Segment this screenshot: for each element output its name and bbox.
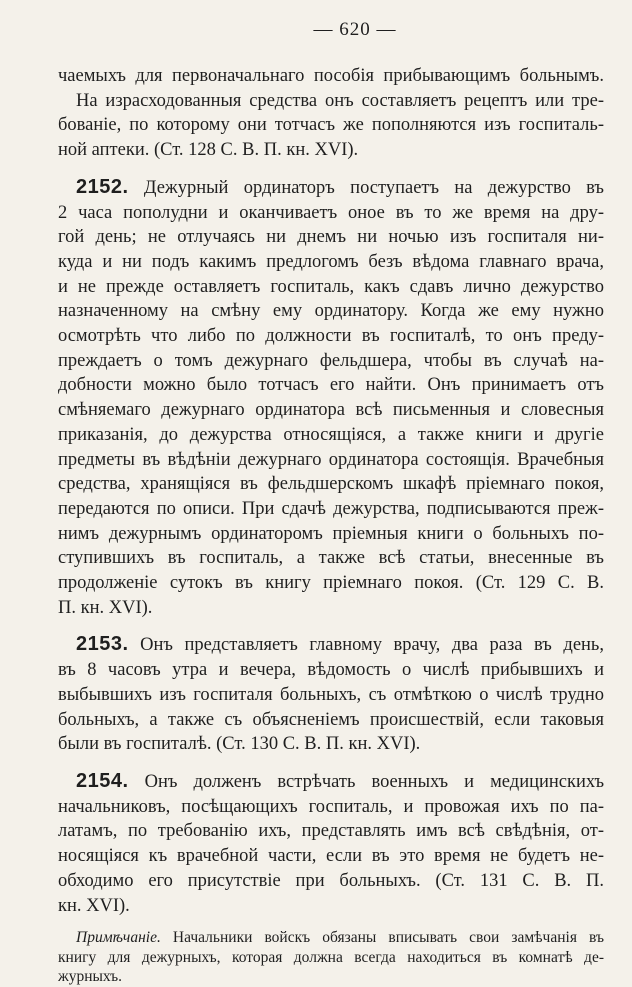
page-number: — 620 — [313, 19, 397, 40]
article-number: 2154. [76, 769, 129, 792]
text-line: и не прежде оставляетъ госпиталь, какъ сдавъ лично дежурство [58, 276, 604, 297]
text-line: чаемыхъ для первоначальнаго пособія прибывающимъ больнымъ. [58, 66, 604, 86]
text-line: добности можно было тотчасъ его найти. Онъ принимаетъ отъ [58, 375, 604, 396]
text-line: Начальники войскъ обязаны вписывать свои замѣчанія въ [172, 929, 604, 947]
page-body [58, 64, 604, 987]
footnote-label: Примѣчаніе. [76, 929, 161, 947]
text-line: журныхъ. [58, 968, 122, 986]
text-line: ступившихъ въ госпиталь, а также всѣ статьи, внесенные въ [58, 548, 604, 569]
text-line: гой день; не отлучаясь ни днемъ ни ночью изъ госпиталя ни- [58, 227, 604, 248]
text-line: осмотрѣть что либо по должности въ госпиталѣ, то онъ преду- [58, 326, 604, 347]
intro-paragraph [58, 64, 604, 163]
text-line: средства, хранящіяся въ фельдшерскомъ шкафѣ пріемнаго покоя, [58, 474, 604, 495]
text-line: Онъ долженъ встрѣчать военныхъ и медицинскихъ [144, 771, 604, 792]
text-line: На израсходованныя средства онъ составляетъ рецептъ или тре- [76, 90, 604, 111]
text-line: 2 часа пополудни и оканчиваетъ оное въ то же время на дру- [58, 202, 604, 223]
text-line: предметы въ вѣдѣніи дежурнаго ординатора состоящія. Врачебныя [58, 449, 604, 470]
text-line: смѣняемаго дежурнаго ординатора всѣ письменныя и словесныя [58, 400, 604, 421]
text-line: выбывшихъ изъ госпиталя больныхъ, съ отмѣткою о числѣ трудно [58, 684, 604, 705]
article-number: 2152. [76, 175, 129, 198]
text-line: передаются по описи. При сдачѣ дежурства, подписываются преж- [58, 498, 604, 519]
text-line: Онъ представляетъ главному врачу, два раза въ день, [140, 635, 604, 656]
text-line: П. кн. XVI). [58, 597, 153, 618]
text-line: кн. XVI). [58, 895, 130, 916]
article-2152 [58, 175, 604, 621]
text-line: въ 8 часовъ утра и вечера, вѣдомость о числѣ прибывшихъ и [58, 660, 604, 681]
footnote [58, 928, 604, 987]
article-2154 [58, 769, 604, 918]
text-line: куда и ни подъ какимъ предлогомъ безъ вѣдома главнаго врача, [58, 251, 604, 272]
text-line: начальниковъ, посѣщающихъ госпиталь, и провожая ихъ по па- [58, 796, 604, 817]
text-line: приказанія, до дежурства относящіяся, а также книги и другіе [58, 424, 604, 445]
text-line: бованіе, по которому они тотчасъ же пополняются изъ госпиталь- [58, 115, 604, 136]
text-line: преждаетъ о томъ дежурнаго фельдшера, чтобы въ случаѣ на- [58, 350, 604, 371]
article-first-line [58, 175, 604, 201]
text-line: продолженіе сутокъ въ книгу пріемнаго покоя. (Ст. 129 С. В. [58, 573, 604, 594]
footnote-first-line [58, 928, 604, 948]
text-line: ной аптеки. (Ст. 128 С. В. П. кн. XVI). [58, 140, 359, 161]
text-line: обходимо его присутствіе при больныхъ. (Ст. 131 С. В. П. [58, 870, 604, 891]
text-line: носящіяся къ врачебной части, если въ это время не будетъ не- [58, 846, 604, 867]
article-2153 [58, 632, 604, 757]
text-line: больныхъ, а также съ объясненіемъ происшествій, если таковыя [58, 709, 604, 730]
text-line: латамъ, по требованію ихъ, представлять имъ всѣ свѣдѣнія, от- [58, 821, 604, 842]
text-line: нимъ дежурнымъ ординаторомъ пріемныя книги о больныхъ по- [58, 523, 604, 544]
article-first-line [58, 769, 604, 795]
text-line: назначенному на смѣну ему ординатору. Когда же ему нужно [58, 301, 604, 322]
article-first-line [58, 632, 604, 658]
text-line: книгу для дежурныхъ, которая должна всегда находиться въ комнатѣ де- [58, 948, 604, 966]
text-line: Дежурный ординаторъ поступаетъ на дежурство въ [143, 177, 604, 198]
text-line: были въ госпиталѣ. (Ст. 130 С. В. П. кн. XVI). [58, 734, 421, 755]
article-number: 2153. [76, 633, 129, 656]
